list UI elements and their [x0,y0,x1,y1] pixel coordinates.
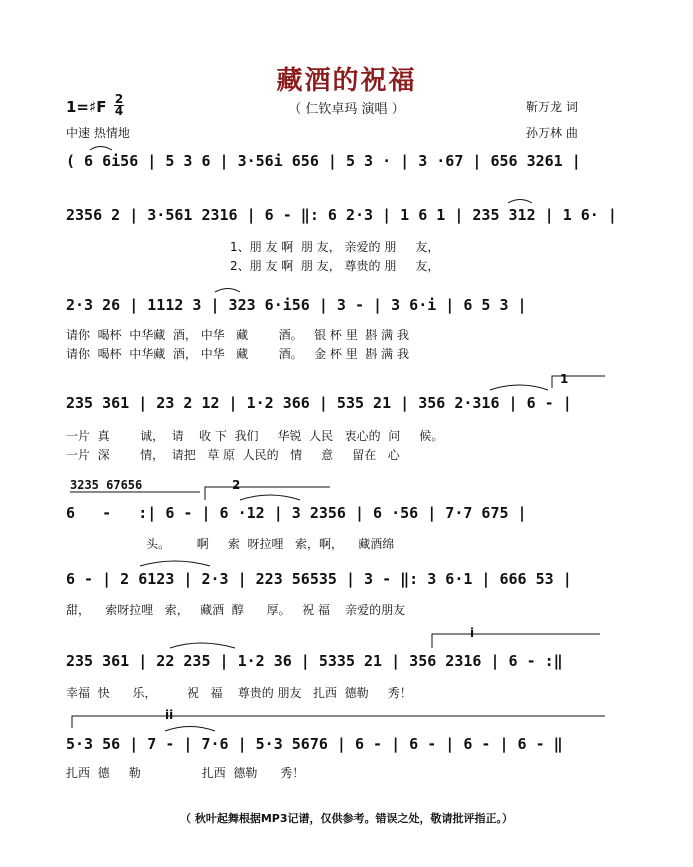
notation-row-2: 2356 2 | 3·561 2316 | 6 - ‖: 6 2·3 | 1 6 1 | 235 312 | 1 6· | [66,206,617,224]
transcription-note: （ 秋叶起舞根据MP3记谱，仅供参考。错误之处，敬请批评指正。） [180,812,513,825]
lyric-line-2b: 2、朋 友 啊 朋 友， 尊贵的 朋 友， [66,259,440,273]
notation-row-7: 235 361 | 22 235 | 1·2 36 | 5335 21 | 356 2316 | 6 - :‖ [66,652,563,670]
lyric-line-6: 甜， 索呀拉哩 索， 藏酒 醇 厚。 祝 福 亲爱的朋友 [66,603,406,617]
ending-i-label: i [470,626,475,640]
volta-1-label: 1 [560,372,569,386]
song-title: 藏酒的祝福 [276,66,417,96]
lyric-line-3a: 请你 喝杯 中华藏 酒， 中华 藏 酒。 银 杯 里 斟 满 我 [66,328,409,342]
lyric-line-2a: 1、朋 友 啊 朋 友， 亲爱的 朋 友， [66,240,440,254]
slur-mark [508,200,532,204]
lyric-line-8: 扎西 德 勒 扎西 德勒 秀！ [66,766,305,780]
slur-mark [170,643,235,648]
intro-phrase: 3235 67656 [70,478,143,492]
performer-credit: （ 仁钦卓玛 演唱 ） [288,102,405,117]
tempo-marking: 中速 热情地 [66,126,130,140]
lyric-line-3b: 请你 喝杯 中华藏 酒， 中华 藏 酒。 金 杯 里 斟 满 我 [66,347,409,361]
time-signature-bottom: 4 [114,104,124,118]
ending-ii-bracket [72,716,605,728]
notation-row-4: 235 361 | 23 2 12 | 1·2 366 | 535 21 | 356 2·316 | 6 - | [66,394,572,412]
volta-1-bracket [552,376,605,388]
volta-2-label: 2 [232,478,241,492]
notation-row-3: 2·3 26 | 1112 3 | 323 6·i56 | 3 - | 3 6·i | 6 5 3 | [66,296,527,314]
lyric-line-4b: 一片 深 情， 请把 草 原 人民的 情 意 留在 心 [66,448,400,462]
notation-row-6: 6 - | 2 6123 | 2·3 | 223 56535 | 3 - ‖: 3 6·1 | 666 53 | [66,570,572,588]
slur-mark [215,289,240,293]
ending-i-bracket [432,634,600,648]
ending-ii-label: ii [165,708,174,722]
lyric-line-4a: 一片 真 诚， 请 收 下 我们 华锐 人民 衷心的 问 候。 [66,429,444,443]
notation-row-1: ( 6 6i56 | 5 3 6 | 3·56i 656 | 5 3 · | 3 ·67 | 656 3261 | [66,152,581,170]
time-signature-top: 2 [114,92,124,106]
slur-mark [90,147,112,151]
lyricist-credit: 靳万龙 词 [526,100,578,114]
lyric-line-5: 头。 啊 索 呀拉哩 索，啊， 藏酒绵 [66,537,395,551]
slur-mark [140,561,210,566]
notation-row-8: 5·3 56 | 7 - | 7·6 | 5·3 5676 | 6 - | 6 - | 6 - | 6 - ‖ [66,735,563,753]
lyric-line-7: 幸福 快 乐， 祝 福 尊贵的 朋友 扎西 德勒 秀！ [66,686,412,700]
slur-mark [240,495,300,500]
composer-credit: 孙万林 曲 [526,126,578,140]
notation-row-5: 6 - :| 6 - | 6 ·12 | 3 2356 | 6 ·56 | 7·7 675 | [66,504,527,522]
volta-2-bracket [205,487,330,500]
key-signature: 1=♯F [66,98,107,116]
slur-mark [165,727,215,732]
slur-mark [490,385,548,390]
